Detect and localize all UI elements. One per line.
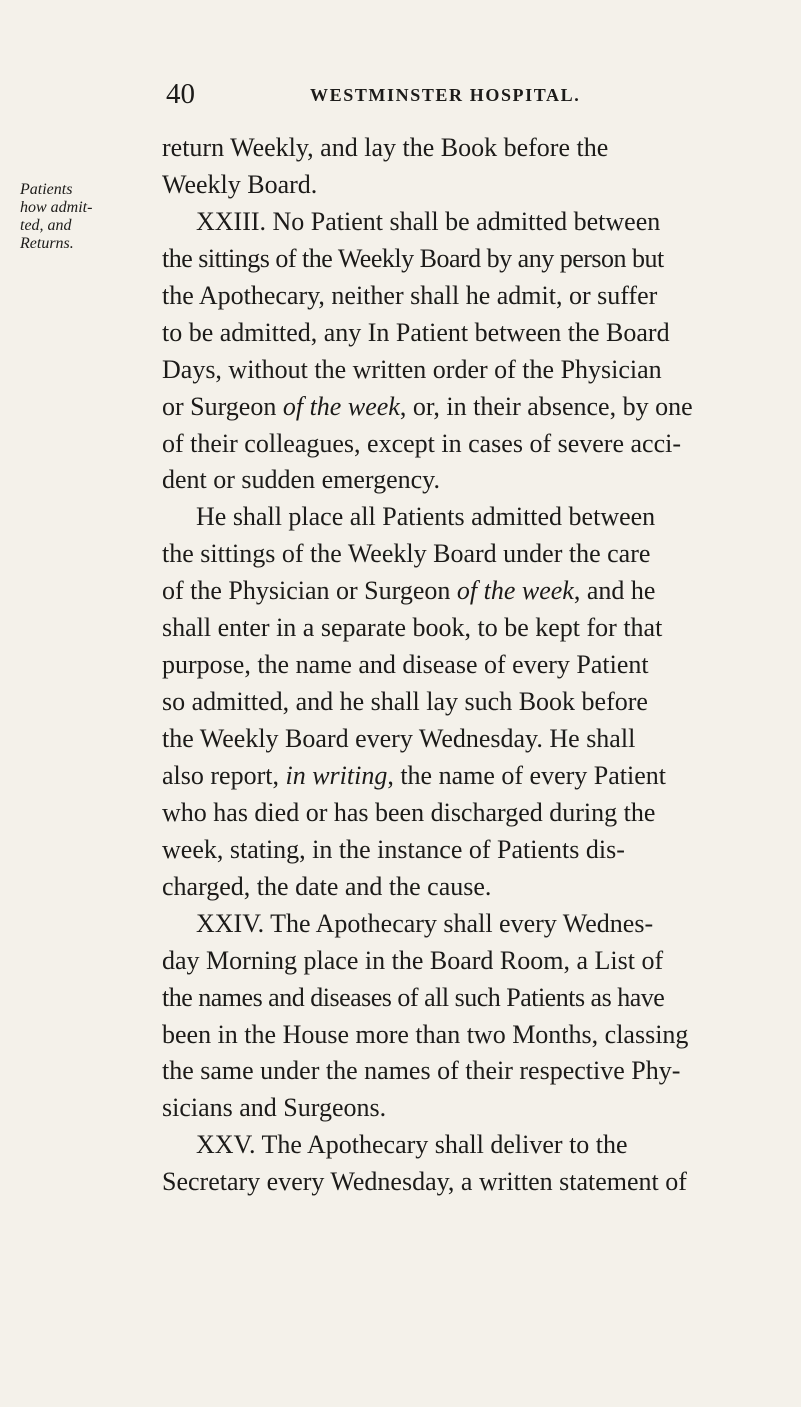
text-line: XXIII. No Patient shall be admitted between [196,206,661,236]
text-line: been in the House more than two Months, classing [162,1019,689,1049]
text-line: of their colleagues, except in cases of severe acci- [162,428,682,458]
text-line: of the Physician or Surgeon of the week, and he [162,576,656,606]
text-line: Secretary every Wednesday, a written statement of [162,1167,687,1197]
text-line: day Morning place in the Board Room, a List of [162,945,664,975]
text-line: dent or sudden emergency. [162,465,440,495]
text-line: the names and diseases of all such Patients as have [162,982,665,1012]
margin-note-line: how admit- [20,199,93,216]
text-line: the Weekly Board every Wednesday. He shall [162,724,636,753]
text-line: who has died or has been discharged during the [162,797,656,827]
body-text [162,130,770,1201]
text-line: return Weekly, and lay the Book before the [162,133,609,162]
text-line: also report, in writing, the name of every Patient [162,760,667,790]
text-line: the Apothecary, neither shall he admit, or suffer [162,280,658,310]
emphasis: of the week [456,576,574,606]
running-title: WESTMINSTER HOSPITAL. [310,85,581,105]
text-line: He shall place all Patients admitted between [196,502,656,532]
text-line: Days, without the written order of the Physician [162,354,662,384]
margin-note-line: ted, and [20,217,72,234]
text-line: the same under the names of their respective Phy- [162,1056,681,1086]
text-line: the sittings of the Weekly Board by any person but [162,243,664,273]
text-line: charged, the date and the cause. [162,871,492,901]
text-line: to be admitted, any In Patient between the Board [162,317,670,347]
emphasis: in writing [285,760,388,790]
text-line: shall enter in a separate book, to be kept for that [162,613,663,643]
text-line: or Surgeon of the week, or, in their absence, by one [162,391,693,421]
text-line: Weekly Board. [162,169,318,199]
margin-note-line: Patients [20,181,73,198]
text-line: sicians and Surgeons. [162,1093,387,1123]
text-line: so admitted, and he shall lay such Book before [162,687,648,717]
text-line: week, stating, in the instance of Patients dis- [162,834,625,864]
text-line: XXIV. The Apothecary shall every Wednes- [196,908,654,938]
margin-note-line: Returns. [20,235,74,252]
margin-note [20,181,120,253]
page-header [158,76,718,116]
text-line: purpose, the name and disease of every Patient [162,650,649,680]
emphasis: of the week [282,391,400,421]
text-line: XXV. The Apothecary shall deliver to the [196,1130,628,1160]
text-line: the sittings of the Weekly Board under the care [162,539,651,569]
page-number: 40 [166,78,195,110]
